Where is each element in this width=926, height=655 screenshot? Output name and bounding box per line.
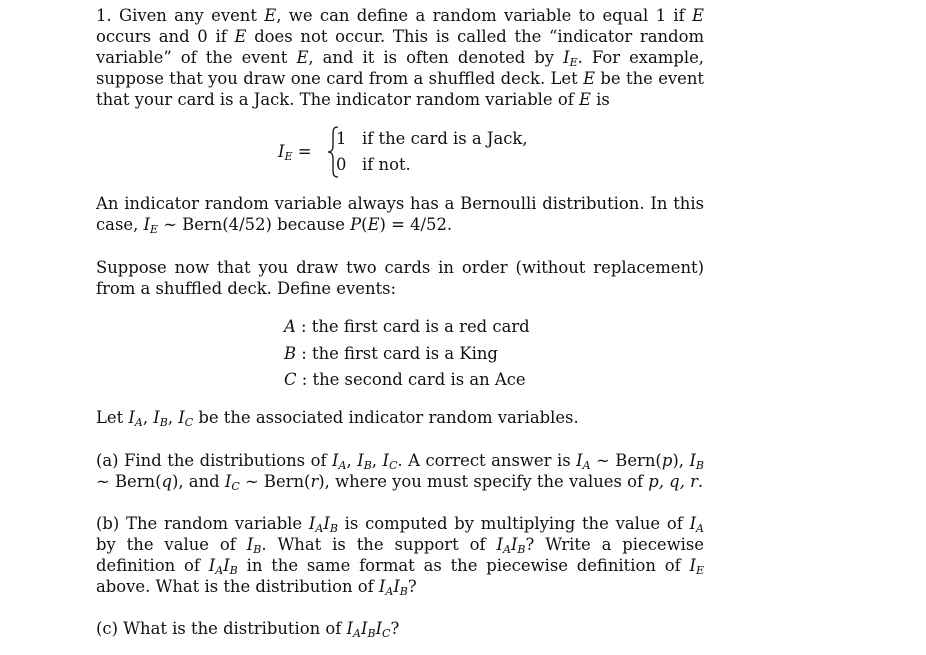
equation-case-not: 0 if not.: [336, 155, 411, 174]
equation-lhs: $I_E$ =: [278, 142, 312, 163]
setup-paragraph: Suppose now that you draw two cards in order (without replacement) from a shuffled deck. Define events:: [96, 258, 704, 298]
part-a-question: (a) Find the distributions of $I_A$, $I_B$, $I_C$. A correct answer is $I_A$ ∼ Bern(p), $I_B$ ∼ Bern(q), and $I_C$ ∼ Bern(r), where you must specify the values of p, q, r.: [96, 451, 705, 493]
event-b: B : the first card is a King: [284, 344, 498, 363]
part-b-question: (b) The random variable $I_AI_B$ is computed by multiplying the value of $I_A$ by the value of $I_B$. What is the support of $I_AI_B$? Write a piecewise definition of $I_AI_B$ in the same format as the piecewise definition of $I_E$ above. What is the distribution of $I_AI_B$?: [96, 514, 705, 598]
equation-case-jack: 1 if the card is a Jack,: [336, 129, 528, 148]
bernoulli-paragraph: An indicator random variable always has a Bernoulli distribution. In this case, $I_E$ ∼ Bern(4/52) because P(E) = 4/52.: [96, 194, 704, 236]
event-c: C : the second card is an Ace: [284, 370, 526, 389]
part-c-question: (c) What is the distribution of $I_AI_BI_C$?: [96, 619, 400, 640]
event-a: A : the first card is a red card: [284, 317, 530, 336]
intro-paragraph: 1. Given any event E, we can define a random variable to equal 1 if E occurs and 0 if E does not occur. This is called the “indicator random variable” of the event E, and it is often denoted by $I_E$. For example, suppose that you draw one card from a shuffled deck. Let E be the event that your card is a Jack. The indicator random variable of E is: [96, 6, 704, 109]
let-paragraph: Let $I_A$, $I_B$, $I_C$ be the associated indicator random variables.: [96, 408, 579, 429]
